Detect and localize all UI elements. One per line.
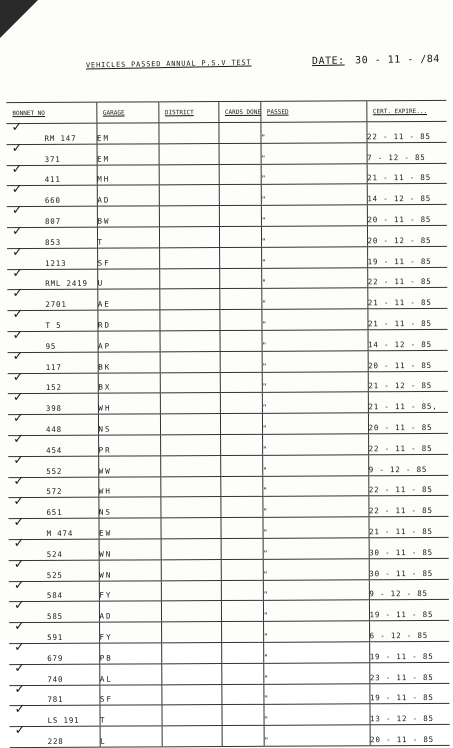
- checkmark-icon: ✓: [12, 369, 24, 385]
- table-row: [9, 600, 449, 623]
- bonnet-number: 524: [46, 549, 63, 559]
- cards-done-cell: [219, 268, 261, 289]
- passed-cell: ": [261, 247, 367, 268]
- checkmark-icon: ✓: [12, 286, 24, 302]
- cards-done-cell: [220, 413, 262, 434]
- garage-cell: EW: [98, 518, 160, 539]
- checkmark-icon: ✓: [14, 619, 26, 635]
- passed-cell: ": [261, 184, 367, 205]
- district-cell: [161, 622, 221, 643]
- garage-cell: T: [99, 705, 161, 726]
- checkmark-icon: ✓: [14, 702, 26, 718]
- passed-cell: ": [260, 122, 366, 143]
- checkmark-icon: ✓: [11, 224, 23, 240]
- passed-cell: ": [263, 683, 369, 704]
- cards-done-cell: [221, 538, 263, 559]
- checkmark-icon: ✓: [13, 494, 25, 510]
- garage-cell: RD: [97, 310, 159, 331]
- passed-cell: ": [263, 558, 369, 579]
- district-cell: [159, 268, 219, 289]
- garage-cell: BX: [98, 372, 160, 393]
- checkmark-icon: ✓: [13, 536, 25, 552]
- cert-expire-cell: 19 - 11 - 85: [367, 246, 447, 267]
- cards-done-cell: [221, 580, 263, 601]
- district-cell: [161, 559, 221, 580]
- district-cell: [159, 247, 219, 268]
- garage-cell: EM: [97, 144, 159, 165]
- checkmark-icon: ✓: [12, 265, 24, 281]
- bonnet-number: 740: [47, 674, 64, 684]
- date-label: DATE:: [311, 55, 345, 68]
- cert-expire-cell: 9 - 12 - 85: [368, 454, 448, 475]
- checkmark-icon: ✓: [11, 203, 23, 219]
- district-cell: [159, 164, 219, 185]
- garage-cell: AE: [97, 289, 159, 310]
- checkmark-icon: ✓: [12, 411, 24, 427]
- district-cell: [160, 372, 220, 393]
- garage-cell: BW: [97, 206, 159, 227]
- cards-done-cell: [221, 621, 263, 642]
- cert-expire-cell: 21 - 11 - 85: [367, 288, 447, 309]
- bonnet-number: 651: [46, 508, 63, 518]
- table-row: [9, 537, 449, 560]
- bonnet-number: 152: [45, 383, 62, 393]
- passed-cell: ": [263, 642, 369, 663]
- checkmark-icon: ✓: [12, 390, 24, 406]
- district-cell: [161, 705, 221, 726]
- garage-cell: FY: [99, 622, 161, 643]
- bonnet-number: 371: [44, 154, 61, 164]
- cert-expire-cell: 6 - 12 - 85: [369, 620, 449, 641]
- table-row: [8, 392, 448, 415]
- cert-expire-cell: 14 - 12 - 85: [368, 329, 448, 350]
- table-row: [7, 184, 447, 207]
- bonnet-number: LS 191: [47, 715, 80, 726]
- table-row: [8, 454, 448, 477]
- table-row: [8, 329, 448, 352]
- passed-cell: ": [261, 226, 367, 247]
- table-row: [8, 433, 448, 456]
- garage-cell: FY: [99, 580, 161, 601]
- cards-done-cell: [220, 455, 262, 476]
- garage-cell: L: [100, 726, 162, 747]
- garage-cell: EM: [96, 123, 158, 144]
- column-header-bonnet: BONNET NO: [6, 102, 96, 123]
- bonnet-number: 807: [44, 216, 61, 226]
- district-cell: [160, 351, 220, 372]
- district-cell: [160, 497, 220, 518]
- cards-done-cell: [220, 351, 262, 372]
- district-cell: [160, 476, 220, 497]
- table-row: [7, 267, 447, 290]
- garage-cell: NS: [98, 497, 160, 518]
- cards-done-cell: [221, 559, 263, 580]
- passed-cell: ": [261, 267, 367, 288]
- cert-expire-cell: 20 - 11 - 85: [367, 205, 447, 226]
- cert-expire-cell: 30 - 11 - 85: [369, 537, 449, 558]
- cards-done-cell: [219, 185, 261, 206]
- date-value: 30 - 11 - /84: [355, 53, 441, 67]
- document-title: VEHICLES PASSED ANNUAL P.S.V TEST: [85, 58, 252, 70]
- column-header-cards-done: CARDS DONE: [218, 101, 260, 122]
- checkmark-icon: ✓: [14, 660, 26, 676]
- checkmark-icon: ✓: [13, 473, 25, 489]
- table-row: [8, 475, 448, 498]
- table-row: [7, 163, 447, 186]
- cert-expire-cell: 13 - 12 - 85: [369, 704, 449, 725]
- garage-cell: BK: [98, 352, 160, 373]
- cards-done-cell: [218, 122, 260, 143]
- cert-expire-cell: 20 - 11 - 85: [370, 724, 450, 745]
- table-row: [8, 516, 448, 539]
- checkmark-icon: ✓: [13, 452, 25, 468]
- passed-cell: ": [262, 517, 368, 538]
- checkmark-icon: ✓: [13, 556, 25, 572]
- table-header-row: [6, 100, 446, 123]
- table-row: [9, 683, 449, 706]
- passed-cell: ": [261, 163, 367, 184]
- checkmark-icon: ✓: [11, 161, 23, 177]
- checkmark-icon: ✓: [14, 723, 26, 739]
- bonnet-number: 572: [46, 487, 63, 497]
- checkmark-icon: ✓: [13, 432, 25, 448]
- table-row: [7, 142, 447, 165]
- district-cell: [161, 538, 221, 559]
- cards-done-cell: [220, 497, 262, 518]
- checkmark-icon: ✓: [13, 515, 25, 531]
- district-cell: [159, 143, 219, 164]
- garage-cell: WN: [99, 539, 161, 560]
- table-row: [9, 641, 449, 664]
- passed-cell: ": [262, 475, 368, 496]
- cert-expire-cell: 21 - 11 - 85: [367, 163, 447, 184]
- passed-cell: ": [262, 351, 368, 372]
- table-row: [9, 662, 449, 685]
- cert-expire-cell: 19 - 11 - 85: [369, 641, 449, 662]
- passed-cell: ": [263, 579, 369, 600]
- bonnet-number: 2701: [45, 300, 67, 310]
- district-cell: [160, 518, 220, 539]
- table-row: [8, 413, 448, 436]
- vehicle-test-table: [6, 100, 449, 748]
- cert-expire-cell: 22 - 11 - 85: [368, 475, 448, 496]
- cards-done-cell: [221, 642, 263, 663]
- cards-done-cell: [219, 247, 261, 268]
- bonnet-number: RM 147: [44, 133, 77, 143]
- table-row: [9, 579, 449, 602]
- checkmark-icon: ✓: [12, 244, 24, 260]
- table-row: [8, 350, 448, 373]
- checkmark-icon: ✓: [11, 182, 23, 198]
- district-cell: [160, 414, 220, 435]
- passed-cell: ": [261, 143, 367, 164]
- garage-cell: WN: [99, 560, 161, 581]
- cards-done-cell: [220, 434, 262, 455]
- cert-expire-cell: 22 - 11 - 85: [366, 121, 446, 142]
- table-row: [7, 288, 447, 311]
- cert-expire-cell: 22 - 11 - 85: [368, 496, 448, 517]
- table-row: [8, 371, 448, 394]
- date-field: [312, 54, 440, 67]
- cert-expire-cell: 21 - 11 - 85: [368, 516, 448, 537]
- bonnet-number: T 5: [45, 320, 62, 330]
- cert-expire-cell: 9 - 12 - 85: [369, 579, 449, 600]
- cards-done-cell: [221, 663, 263, 684]
- garage-cell: AL: [99, 664, 161, 685]
- bonnet-number: 117: [45, 362, 62, 372]
- column-header-passed: PASSED: [260, 101, 366, 123]
- cert-expire-cell: 30 - 11 - 85: [369, 558, 449, 579]
- cards-done-cell: [219, 226, 261, 247]
- garage-cell: WW: [98, 456, 160, 477]
- district-cell: [160, 455, 220, 476]
- passed-cell: ": [262, 434, 368, 455]
- cert-expire-cell: 19 - 11 - 85: [369, 683, 449, 704]
- garage-cell: AD: [99, 601, 161, 622]
- folded-corner: [0, 0, 38, 38]
- cards-done-cell: [220, 393, 262, 414]
- district-cell: [161, 642, 221, 663]
- bonnet-number: 679: [47, 653, 64, 663]
- cert-expire-cell: 7 - 12 - 85: [367, 142, 447, 163]
- passed-cell: ": [263, 538, 369, 559]
- table-row: [6, 121, 446, 144]
- bonnet-number: 781: [47, 695, 64, 705]
- passed-cell: ": [262, 371, 368, 392]
- cards-done-cell: [220, 476, 262, 497]
- bonnet-number: 585: [46, 611, 63, 622]
- cards-done-cell: [221, 601, 263, 622]
- column-header-cert-expire: CERT. EXPIRE...: [366, 100, 446, 121]
- cert-expire-cell: 19 - 11 - 85: [369, 600, 449, 621]
- checkmark-icon: ✓: [11, 120, 23, 136]
- checkmark-icon: ✓: [12, 348, 24, 364]
- district-cell: [161, 663, 221, 684]
- district-cell: [161, 684, 221, 705]
- bonnet-number: 228: [47, 736, 64, 746]
- cards-done-cell: [220, 372, 262, 393]
- garage-cell: SF: [99, 684, 161, 705]
- district-cell: [159, 289, 219, 310]
- table-row: [10, 724, 450, 747]
- table-row: [9, 558, 449, 581]
- cards-done-cell: [219, 143, 261, 164]
- table-row: [7, 225, 447, 248]
- district-cell: [161, 580, 221, 601]
- passed-cell: ": [264, 725, 370, 746]
- checkmark-icon: ✓: [12, 328, 24, 344]
- cert-expire-cell: 21 - 11 - 85: [367, 309, 447, 330]
- garage-cell: AP: [98, 331, 160, 352]
- garage-cell: WH: [98, 476, 160, 497]
- bonnet-number: 411: [44, 175, 61, 185]
- passed-cell: ": [263, 704, 369, 725]
- table-row: [7, 205, 447, 228]
- cards-done-cell: [219, 206, 261, 227]
- district-cell: [161, 601, 221, 622]
- table-row: [7, 309, 447, 332]
- table-row: [9, 620, 449, 643]
- bonnet-cell: [10, 723, 100, 747]
- bonnet-number: 454: [46, 445, 63, 455]
- column-header-garage: GARAGE: [96, 102, 158, 123]
- cert-expire-cell: 21 - 12 - 85: [368, 371, 448, 392]
- cards-done-cell: [219, 164, 261, 185]
- cert-expire-cell: 20 - 11 - 85: [368, 413, 448, 434]
- passed-cell: ": [261, 288, 367, 309]
- cert-expire-cell: 22 - 11 - 85: [368, 433, 448, 454]
- checkmark-icon: ✓: [12, 307, 24, 323]
- district-cell: [159, 206, 219, 227]
- cert-expire-cell: 20 - 12 - 85: [367, 225, 447, 246]
- cards-done-cell: [222, 725, 264, 746]
- passed-cell: ": [263, 662, 369, 683]
- checkmark-icon: ✓: [14, 639, 26, 656]
- cards-done-cell: [221, 684, 263, 705]
- garage-cell: SF: [97, 248, 159, 269]
- cards-done-cell: [221, 705, 263, 726]
- district-cell: [160, 393, 220, 414]
- cards-done-cell: [220, 330, 262, 351]
- district-cell: [160, 331, 220, 352]
- cert-expire-cell: 21 - 11 - 85,: [368, 392, 448, 413]
- bonnet-number: 525: [46, 570, 63, 580]
- passed-cell: ": [263, 621, 369, 642]
- bonnet-number: 552: [46, 466, 63, 476]
- table-row: [7, 246, 447, 269]
- checkmark-icon: ✓: [11, 140, 23, 156]
- passed-cell: ": [262, 413, 368, 434]
- cards-done-cell: [220, 517, 262, 538]
- bonnet-number: M 474: [46, 528, 74, 538]
- bonnet-number: 448: [46, 424, 63, 434]
- cards-done-cell: [219, 289, 261, 310]
- district-cell: [159, 227, 219, 248]
- district-cell: [159, 185, 219, 206]
- bonnet-number: RML 2419: [45, 279, 88, 289]
- cert-expire-cell: 22 - 11 - 85: [367, 267, 447, 288]
- passed-cell: ": [262, 392, 368, 413]
- garage-cell: T: [97, 227, 159, 248]
- checkmark-icon: ✓: [14, 681, 26, 697]
- garage-cell: U: [97, 268, 159, 289]
- garage-cell: NS: [98, 414, 160, 435]
- cards-done-cell: [219, 309, 261, 330]
- column-header-district: DISTRICT: [158, 102, 218, 123]
- district-cell: [160, 434, 220, 455]
- passed-cell: ": [262, 330, 368, 351]
- passed-cell: ": [262, 455, 368, 476]
- district-cell: [158, 123, 218, 144]
- bonnet-number: 95: [45, 341, 57, 351]
- garage-cell: PR: [98, 435, 160, 456]
- checkmark-icon: ✓: [13, 577, 25, 593]
- bonnet-number: 660: [44, 196, 61, 206]
- garage-cell: AD: [97, 185, 159, 206]
- checkmark-icon: ✓: [13, 598, 25, 614]
- passed-cell: ": [261, 309, 367, 330]
- bonnet-number: 1213: [45, 258, 67, 268]
- district-cell: [162, 726, 222, 747]
- table-row: [9, 704, 449, 727]
- passed-cell: ": [262, 496, 368, 517]
- bonnet-number: 591: [47, 632, 64, 642]
- cert-expire-cell: 20 - 11 - 85: [368, 350, 448, 371]
- cert-expire-cell: 23 - 11 - 85: [369, 662, 449, 683]
- district-cell: [159, 310, 219, 331]
- bonnet-number: 853: [45, 237, 62, 247]
- garage-cell: MH: [97, 164, 159, 185]
- garage-cell: PB: [99, 643, 161, 664]
- bonnet-number: 398: [45, 404, 62, 414]
- cert-expire-cell: 14 - 12 - 85: [367, 184, 447, 205]
- garage-cell: WH: [98, 393, 160, 414]
- bonnet-number: 584: [46, 591, 63, 601]
- passed-cell: ": [263, 600, 369, 621]
- table-row: [8, 496, 448, 519]
- passed-cell: ": [261, 205, 367, 226]
